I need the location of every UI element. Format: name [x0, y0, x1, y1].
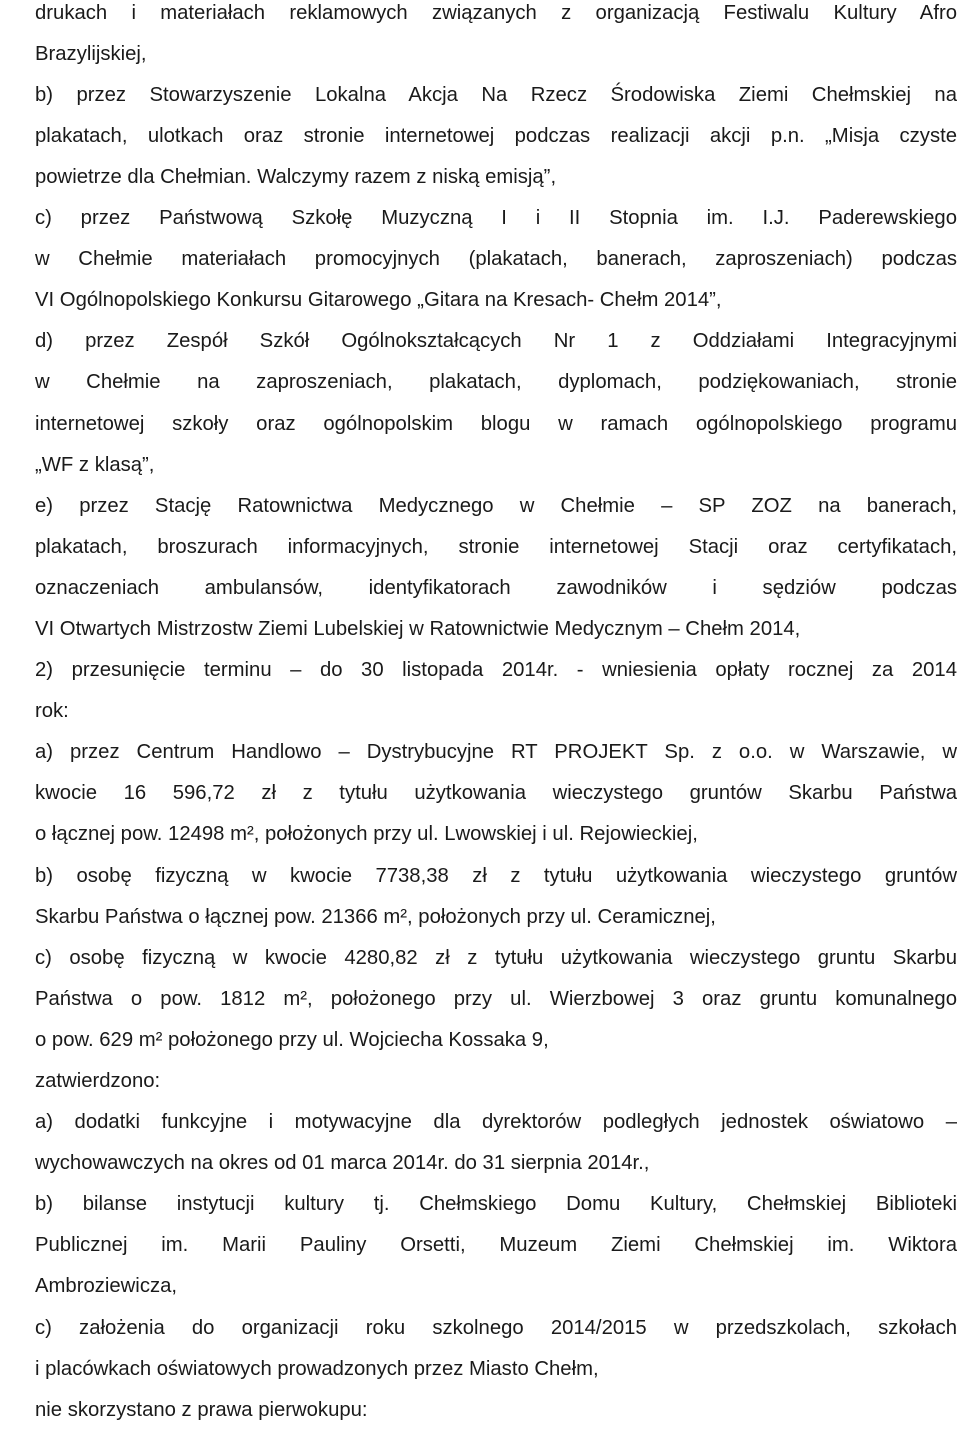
text-line: kwocie 16 596,72 zł z tytułu użytkowania wieczystego gruntów Skarbu Państwa	[35, 782, 957, 804]
text-line: c) przez Państwową Szkołę Muzyczną I i II Stopnia im. I.J. Paderewskiego	[35, 207, 957, 229]
list-item-approved	[35, 1061, 957, 1102]
text-line: plakatach, ulotkach oraz stronie internetowej podczas realizacji akcji p.n. „Misja czyste	[35, 125, 957, 147]
text-line: w Chełmie materiałach promocyjnych (plakatach, banerach, zaproszeniach) podczas	[35, 248, 957, 270]
list-item-label: nie skorzystano z prawa pierwokupu:	[35, 1399, 368, 1421]
text-line: powietrze dla Chełmian. Walczymy razem z niską emisją”,	[35, 166, 557, 188]
text-line: a) przez Centrum Handlowo – Dystrybucyjne RT PROJEKT Sp. z o.o. w Warszawie, w	[35, 741, 957, 763]
text-line: Ambroziewicza,	[35, 1275, 178, 1297]
text-line: internetowej szkoły oraz ogólnopolskim blogu w ramach ogólnopolskiego programu	[35, 413, 957, 435]
list-item-preemption	[35, 1390, 957, 1431]
text-line: c) osobę fizyczną w kwocie 4280,82 zł z tytułu użytkowania wieczystego gruntu Skarbu	[35, 947, 957, 969]
text-line: e) przez Stację Ratownictwa Medycznego w Chełmie – SP ZOZ na banerach,	[35, 495, 957, 517]
text-line: b) przez Stowarzyszenie Lokalna Akcja Na Rzecz Środowiska Ziemi Chełmskiej na	[35, 84, 957, 106]
text-line: Publicznej im. Marii Pauliny Orsetti, Muzeum Ziemi Chełmskiej im. Wiktora	[35, 1234, 957, 1256]
text-line: wychowawczych na okres od 01 marca 2014r. do 31 sierpnia 2014r.,	[35, 1152, 650, 1174]
text-line: Skarbu Państwa o łącznej pow. 21366 m², położonych przy ul. Ceramicznej,	[35, 906, 716, 928]
text-line: a) dodatki funkcyjne i motywacyjne dla dyrektorów podległych jednostek oświatowo –	[35, 1111, 957, 1133]
text-line: Brazylijskiej,	[35, 43, 147, 65]
text-line: 2) przesunięcie terminu – do 30 listopada 2014r. - wniesienia opłaty rocznej za 2014	[35, 659, 957, 681]
text-line: drukach i materiałach reklamowych związanych z organizacją Festiwalu Kultury Afro	[35, 2, 957, 24]
list-item-label: zatwierdzono:	[35, 1070, 161, 1092]
text-line: rok:	[35, 700, 69, 722]
text-line: plakatach, broszurach informacyjnych, stronie internetowej Stacji oraz certyfikatach,	[35, 536, 957, 558]
text-line: o łącznej pow. 12498 m², położonych przy ul. Lwowskiej i ul. Rejowieckiej,	[35, 823, 698, 845]
text-line: oznaczeniach ambulansów, identyfikatorach zawodników i sędziów podczas	[35, 577, 957, 599]
text-line: d) przez Zespół Szkół Ogólnokształcących Nr 1 z Oddziałami Integracyjnymi	[35, 330, 957, 352]
text-line: VI Ogólnopolskiego Konkursu Gitarowego „Gitara na Kresach- Chełm 2014”,	[35, 289, 722, 311]
text-line: „WF z klasą”,	[35, 454, 155, 476]
text-line: o pow. 629 m² położonego przy ul. Wojciecha Kossaka 9,	[35, 1029, 549, 1051]
text-line: i placówkach oświatowych prowadzonych przez Miasto Chełm,	[35, 1358, 599, 1380]
text-line: w Chełmie na zaproszeniach, plakatach, dyplomach, podziękowaniach, stronie	[35, 371, 957, 393]
text-line: c) założenia do organizacji roku szkolnego 2014/2015 w przedszkolach, szkołach	[35, 1317, 957, 1339]
text-line: b) bilanse instytucji kultury tj. Chełmskiego Domu Kultury, Chełmskiej Biblioteki	[35, 1193, 957, 1215]
text-line: VI Otwartych Mistrzostw Ziemi Lubelskiej w Ratownictwie Medycznym – Chełm 2014,	[35, 618, 801, 640]
text-line: b) osobę fizyczną w kwocie 7738,38 zł z tytułu użytkowania wieczystego gruntów	[35, 865, 957, 887]
text-line: Państwa o pow. 1812 m², położonego przy ul. Wierzbowej 3 oraz gruntu komunalnego	[35, 988, 957, 1010]
